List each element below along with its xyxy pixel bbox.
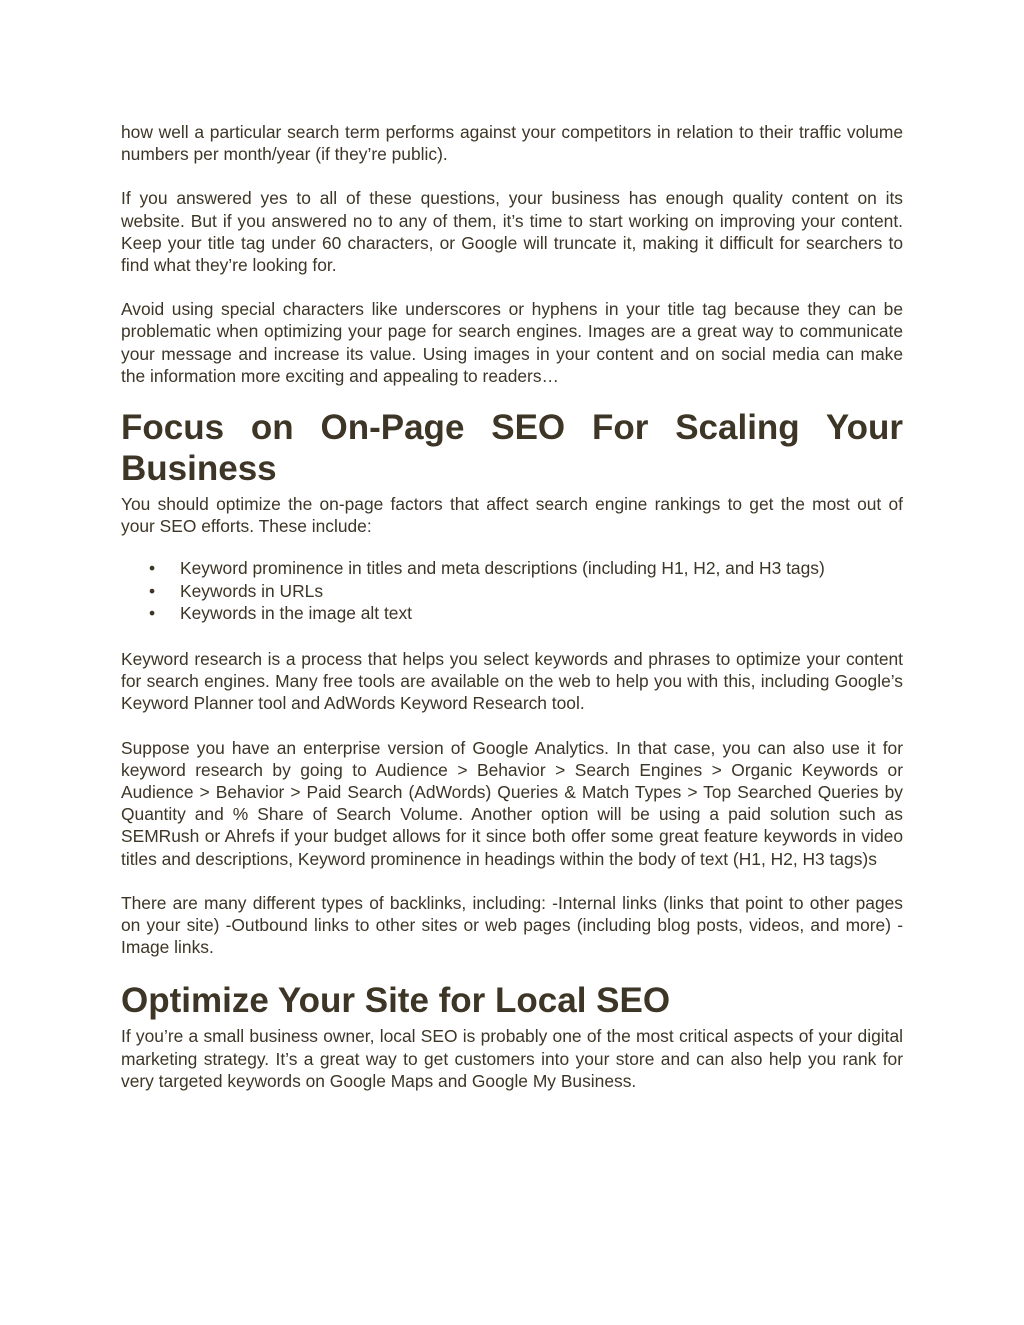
paragraph-traffic-volume: how well a particular search term performs against your competitors in relation to their traffic volume numbers per month/year (if they’re public). [121,122,903,165]
paragraph-google-analytics: Suppose you have an enterprise version of Google Analytics. In that case, you can also use it for keyword research by going to Audience > Behavior > Search Engines > Organic Keywords or Audience > Behavior > Paid Search (AdWords) Queries & Match Types > Top Searched Queries by Quantity and % Share of Search Volume. Another option will be using a paid solution such as SEMRush or Ahrefs if your budget allows for it since both offer some great feature keywords in video titles and descriptions, Keyword prominence in headings within the body of text (H1, H2, H3 tags)s [121,737,903,869]
paragraph-backlinks: There are many different types of backlinks, including: -Internal links (links that point to other pages on your site) -Outbound links to other sites or web pages (including blog posts, videos, and more) -Image links. [121,892,903,958]
heading-on-page-seo: Focus on On-Page SEO For Scaling Your Business [121,408,903,489]
paragraph-quality-content: If you answered yes to all of these questions, your business has enough quality content on its website. But if you answered no to any of them, it’s time to start working on improving your content. Keep your title tag under 60 characters, or Google will truncate it, making it difficult for searchers to find what they’re looking for. [121,188,903,276]
bullet-icon: • [149,602,156,623]
list-item-text: Keywords in URLs [180,580,324,601]
list-item [121,602,903,624]
list-item-text: Keyword prominence in titles and meta descriptions (including H1, H2, and H3 tags) [180,558,825,579]
bullet-icon: • [149,558,156,579]
on-page-factors-list [121,557,903,624]
list-item [121,557,903,579]
list-item-text: Keywords in the image alt text [180,602,412,623]
heading-local-seo: Optimize Your Site for Local SEO [121,981,671,1021]
paragraph-special-characters: Avoid using special characters like underscores or hyphens in your title tag because they can be problematic when optimizing your page for search engines. Images are a great way to communicate your message and increase its value. Using images in your content and on social media can make the information more exciting and appealing to readers… [121,299,903,386]
paragraph-local-seo: If you’re a small business owner, local SEO is probably one of the most critical aspects of your digital marketing strategy. It’s a great way to get customers into your store and can also help you rank for very targeted keywords on Google Maps and Google My Business. [121,1026,903,1091]
paragraph-keyword-research: Keyword research is a process that helps you select keywords and phrases to optimize your content for search engines. Many free tools are available on the web to help you with this, including Google’s Keyword Planner tool and AdWords Keyword Research tool. [121,649,903,714]
document-page [121,121,903,1092]
bullet-icon: • [149,580,156,601]
paragraph-on-page-intro: You should optimize the on-page factors that affect search engine rankings to get the most out of your SEO efforts. These include: [121,494,903,537]
list-item [121,580,903,602]
